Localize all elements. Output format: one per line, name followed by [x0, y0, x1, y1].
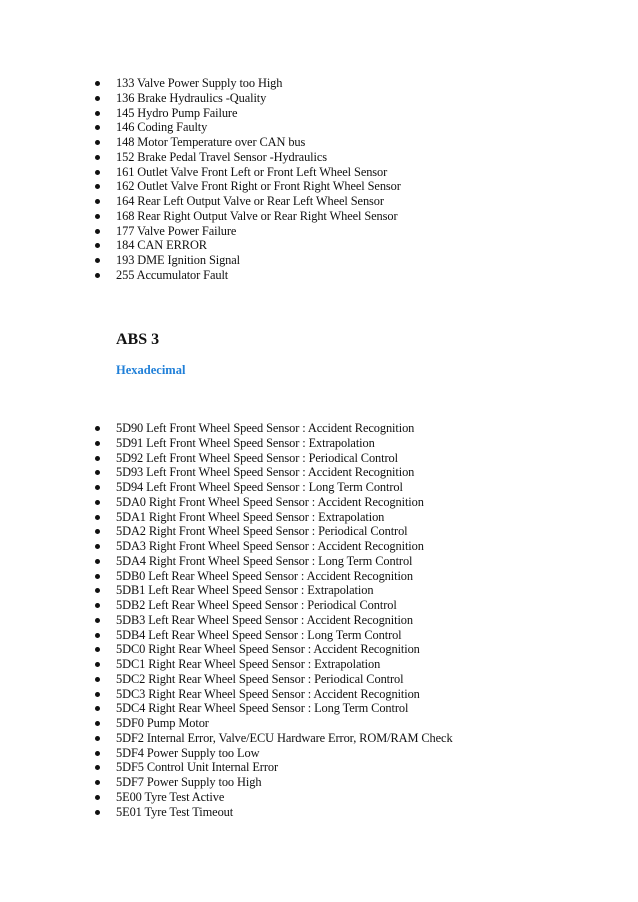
list-item-text: 5DA4 Right Front Wheel Speed Sensor : Long Term Control [116, 553, 413, 568]
list-item-text: 5D91 Left Front Wheel Speed Sensor : Extrapolation [116, 435, 375, 450]
list-item-text: 177 Valve Power Failure [116, 223, 237, 238]
bullet-icon [95, 588, 100, 593]
list-item [95, 554, 615, 569]
list-item-text: 5DC4 Right Rear Wheel Speed Sensor : Long Term Control [116, 701, 409, 716]
list-item-text: 5D90 Left Front Wheel Speed Sensor : Accident Recognition [116, 421, 415, 435]
bullet-icon [95, 170, 100, 175]
bullet-icon [95, 441, 100, 446]
bullet-icon [95, 544, 100, 549]
list-item [95, 209, 615, 224]
fault-code-list [95, 76, 615, 283]
list-item-text: 5DC2 Right Rear Wheel Speed Sensor : Periodical Control [116, 671, 404, 686]
bullet-icon [95, 500, 100, 505]
bullet-icon [95, 485, 100, 490]
list-item [95, 672, 615, 687]
bullet-icon [95, 199, 100, 204]
list-item-text: 5DA3 Right Front Wheel Speed Sensor : Accident Recognition [116, 539, 424, 553]
list-item-text: 152 Brake Pedal Travel Sensor -Hydraulics [116, 149, 327, 164]
bullet-icon [95, 81, 100, 86]
list-item-text: 193 DME Ignition Signal [116, 253, 241, 267]
bullet-icon [95, 515, 100, 520]
list-item-text: 148 Motor Temperature over CAN bus [116, 135, 306, 149]
bullet-icon [95, 751, 100, 756]
bullet-icon [95, 706, 100, 711]
list-item [95, 224, 615, 239]
list-item [95, 642, 615, 657]
list-item [95, 657, 615, 672]
list-item [95, 179, 615, 194]
list-item [95, 746, 615, 761]
bullet-icon [95, 677, 100, 682]
list-item-text: 5E01 Tyre Test Timeout [116, 804, 234, 819]
list-item-text: 5D94 Left Front Wheel Speed Sensor : Long Term Control [116, 480, 403, 494]
list-item [95, 539, 615, 554]
list-item-text: 5DF2 Internal Error, Valve/ECU Hardware Error, ROM/RAM Check [116, 730, 453, 745]
bullet-icon [95, 662, 100, 667]
list-item [95, 716, 615, 731]
bullet-icon [95, 140, 100, 145]
bullet-icon [95, 426, 100, 431]
list-item-text: 164 Rear Left Output Valve or Rear Left Wheel Sensor [116, 194, 384, 208]
list-item [95, 687, 615, 702]
list-item [95, 421, 615, 436]
list-item [95, 524, 615, 539]
list-item [95, 805, 615, 820]
list-item [95, 253, 615, 268]
list-item-text: 255 Accumulator Fault [116, 267, 229, 282]
list-item [95, 775, 615, 790]
section-subtitle: Hexadecimal [116, 363, 186, 377]
list-item [95, 238, 615, 253]
list-item-text: 5DB0 Left Rear Wheel Speed Sensor : Accident Recognition [116, 568, 413, 583]
list-item-text: 184 CAN ERROR [116, 238, 207, 253]
bullet-icon [95, 258, 100, 263]
bullet-icon [95, 721, 100, 726]
bullet-icon [95, 529, 100, 534]
list-item [95, 165, 615, 180]
bullet-icon [95, 647, 100, 652]
list-item [95, 120, 615, 135]
list-item-text: 5D93 Left Front Wheel Speed Sensor : Accident Recognition [116, 465, 415, 480]
list-item-text: 136 Brake Hydraulics -Quality [116, 90, 267, 105]
bullet-icon [95, 155, 100, 160]
bullet-icon [95, 603, 100, 608]
list-item [95, 106, 615, 121]
list-item-text: 5DF7 Power Supply too High [116, 775, 262, 789]
bullet-icon [95, 692, 100, 697]
list-item-text: 5E00 Tyre Test Active [116, 789, 225, 804]
list-item [95, 480, 615, 495]
list-item [95, 731, 615, 746]
list-item-text: 5D92 Left Front Wheel Speed Sensor : Periodical Control [116, 450, 398, 465]
bullet-icon [95, 96, 100, 101]
bullet-icon [95, 229, 100, 234]
list-item-text: 5DC3 Right Rear Wheel Speed Sensor : Accident Recognition [116, 686, 420, 701]
list-item [95, 598, 615, 613]
list-item-text: 133 Valve Power Supply too High [116, 76, 283, 90]
bullet-icon [95, 273, 100, 278]
list-item-text: 5DA0 Right Front Wheel Speed Sensor : Accident Recognition [116, 494, 424, 509]
bullet-icon [95, 736, 100, 741]
bullet-icon [95, 125, 100, 130]
list-item [95, 510, 615, 525]
list-item-text: 161 Outlet Valve Front Left or Front Left Wheel Sensor [116, 164, 388, 179]
list-item [95, 583, 615, 598]
list-item-text: 5DB1 Left Rear Wheel Speed Sensor : Extrapolation [116, 583, 374, 598]
list-item [95, 451, 615, 466]
bullet-icon [95, 633, 100, 638]
bullet-icon [95, 214, 100, 219]
list-item [95, 76, 615, 91]
bullet-icon [95, 574, 100, 579]
list-item-text: 5DA1 Right Front Wheel Speed Sensor : Extrapolation [116, 509, 385, 524]
list-item-text: 5DB3 Left Rear Wheel Speed Sensor : Accident Recognition [116, 612, 413, 627]
bullet-icon [95, 243, 100, 248]
list-item [95, 268, 615, 283]
list-item-text: 145 Hydro Pump Failure [116, 105, 238, 120]
bullet-icon [95, 456, 100, 461]
list-item-text: 5DC1 Right Rear Wheel Speed Sensor : Extrapolation [116, 657, 381, 671]
list-item [95, 194, 615, 209]
list-item-text: 5DA2 Right Front Wheel Speed Sensor : Periodical Control [116, 524, 408, 539]
bullet-icon [95, 618, 100, 623]
list-item [95, 613, 615, 628]
list-item-text: 5DF4 Power Supply too Low [116, 745, 260, 760]
hex-fault-code-list [95, 421, 615, 819]
list-item-text: 5DB2 Left Rear Wheel Speed Sensor : Periodical Control [116, 598, 397, 612]
bullet-icon [95, 184, 100, 189]
list-item [95, 628, 615, 643]
list-item-text: 146 Coding Faulty [116, 120, 208, 135]
list-item [95, 465, 615, 480]
list-item [95, 790, 615, 805]
list-item-text: 5DB4 Left Rear Wheel Speed Sensor : Long Term Control [116, 627, 402, 642]
bullet-icon [95, 470, 100, 475]
list-item [95, 701, 615, 716]
bullet-icon [95, 780, 100, 785]
list-item-text: 162 Outlet Valve Front Right or Front Right Wheel Sensor [116, 179, 401, 194]
bullet-icon [95, 559, 100, 564]
list-item [95, 495, 615, 510]
list-item [95, 569, 615, 584]
list-item [95, 91, 615, 106]
list-item-text: 5DF5 Control Unit Internal Error [116, 760, 278, 775]
section-title: ABS 3 [116, 331, 160, 348]
bullet-icon [95, 810, 100, 815]
list-item-text: 168 Rear Right Output Valve or Rear Right Wheel Sensor [116, 208, 398, 223]
list-item [95, 760, 615, 775]
list-item-text: 5DF0 Pump Motor [116, 716, 209, 730]
list-item [95, 150, 615, 165]
bullet-icon [95, 111, 100, 116]
list-item [95, 436, 615, 451]
bullet-icon [95, 765, 100, 770]
list-item-text: 5DC0 Right Rear Wheel Speed Sensor : Accident Recognition [116, 642, 420, 657]
list-item [95, 135, 615, 150]
bullet-icon [95, 795, 100, 800]
